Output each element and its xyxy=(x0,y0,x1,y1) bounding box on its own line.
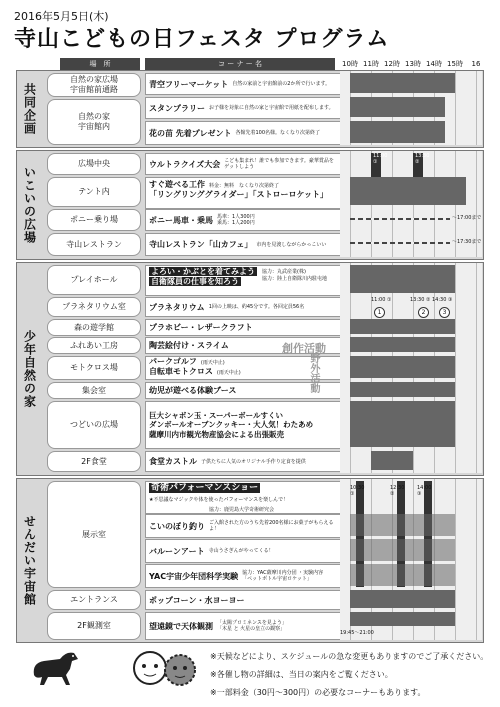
schedule-bar xyxy=(350,242,450,244)
schedule-bar xyxy=(350,97,445,117)
place-label: 寺山レストラン xyxy=(47,233,141,256)
time-note: 14:00 ③ xyxy=(417,485,432,497)
place-label: モトクロス場 xyxy=(47,356,141,380)
schedule-bar xyxy=(350,177,466,205)
event-pottery: 陶芸絵付け・スライム xyxy=(145,337,341,354)
event-restaurant: 寺山レストラン「山カフェ」 市内を見渡しながらかっこいい xyxy=(145,233,341,256)
hour-label: 11時 xyxy=(363,60,379,68)
place-label: プラネタリウム室 xyxy=(47,297,141,317)
event-balloon: バルーンアート 寺山うさぎんがやってくる！ xyxy=(145,539,341,563)
time-note: 13:30 ② xyxy=(415,153,430,165)
footer-note: ※各催し物の詳細は、当日の案内をご覧ください。 xyxy=(210,670,393,679)
event-toddler-booth: 幼児が遊べる体験ブース xyxy=(145,382,341,399)
watermark-creative: 創作活動 xyxy=(282,342,326,355)
event-craft: すぐ遊べる工作 料金：無料 なくなり次第終了 「リングリンググライダー」「ストローロケット」 xyxy=(145,177,341,209)
place-label: ふれあい工房 xyxy=(47,337,141,354)
event-ultra-quiz: ウルトラクイズ大会 こども集まれ！誰でも参加できます。豪華賞品をゲットしよう xyxy=(145,153,341,175)
place-label: 森の遊学館 xyxy=(47,319,141,336)
section-label: 共同企画 xyxy=(22,83,37,135)
event-pony: ポニー馬車・乗馬 馬車：1人300円 乗馬：1人200円 xyxy=(145,209,341,231)
show-marker: 1 xyxy=(374,307,385,318)
show-marker: 2 xyxy=(418,307,429,318)
event-popcorn: ポップコーン・水ヨーヨー xyxy=(145,590,341,610)
schedule-bar xyxy=(350,539,455,561)
event-magic-show: 奇術パフォーマンスショー ★不思議なマジックや体を使ったパフォーマンスを楽しんで！ 協力：鹿児島大学奇術研究会 xyxy=(145,481,341,514)
time-note: 11:00 ① xyxy=(371,297,392,303)
schedule-bar xyxy=(350,73,455,93)
place-label: 2F観測室 xyxy=(47,612,141,640)
time-note: ～17:30まで xyxy=(452,239,482,245)
schedule-bar xyxy=(371,451,413,470)
hour-label: 16 xyxy=(471,60,481,68)
event-flea-market: 青空フリーマーケット 自然の家前と宇宙館前の2か所で行います。 xyxy=(145,73,341,95)
event-note: 協力：丸武産業(株) 協力：陸上自衛隊川内駐屯地 xyxy=(262,269,328,282)
event-koinobori: こいのぼり釣り ご入館された方のうち先着200名様にお菓子がもらえるよ！ xyxy=(145,514,341,538)
hour-label: 14時 xyxy=(426,60,442,68)
schedule-bar xyxy=(350,514,455,536)
place-label: 広場中央 xyxy=(47,153,141,175)
schedule-bar xyxy=(350,121,445,143)
section-label: せんだい宇宙館 xyxy=(22,515,37,606)
hour-header xyxy=(340,58,482,70)
header-place: 場 所 xyxy=(60,58,140,70)
page-title: 寺山こどもの日フェスタ プログラム xyxy=(14,27,390,52)
horse-mascot-icon xyxy=(26,645,86,690)
event-flower-gift: 花の苗 先着プレゼント 各館先着100名様。なくなり次第終了 xyxy=(145,121,341,145)
event-planetarium: プラネタリウム 1回の上映は、約45分です。各回定員56名 xyxy=(145,297,341,317)
section-label: 少年自然の家 xyxy=(22,330,37,408)
schedule-bar xyxy=(350,218,450,220)
schedule-bar xyxy=(350,590,455,608)
time-note: 14:30 ③ xyxy=(432,297,453,303)
place-label: 2F食堂 xyxy=(47,451,141,472)
time-note: 11:00 ① xyxy=(373,153,388,165)
time-note: ～17:00まで xyxy=(452,215,482,221)
event-armor: よろい・かぶとを着てみよう 自衛隊員の仕事を知ろう xyxy=(145,265,341,296)
schedule-bar xyxy=(350,612,455,626)
schedule-bar xyxy=(350,265,455,293)
hour-label: 15時 xyxy=(447,60,463,68)
place-label: 自然の家広場 宇宙館前通路 xyxy=(47,73,141,97)
schedule-bar xyxy=(350,401,455,447)
place-label: 展示室 xyxy=(47,481,141,588)
footer-note: ※一部料金（30円～300円）の必要なコーナーもあります。 xyxy=(210,688,426,697)
schedule-bar xyxy=(350,337,455,352)
header-corner: コ ー ナ ー 名 xyxy=(145,58,335,70)
timeline-ikoi xyxy=(340,151,482,257)
time-note: 13:30 ② xyxy=(410,297,431,303)
timeline-kyodo xyxy=(340,71,482,145)
hour-label: 13時 xyxy=(405,60,421,68)
event-park-golf: パークゴルフ (雨天中止) 自転車モトクロス (雨天中止) xyxy=(145,356,341,380)
place-label: ポニー乗り場 xyxy=(47,209,141,231)
show-marker: 3 xyxy=(439,307,450,318)
place-label: 自然の家 宇宙館内 xyxy=(47,99,141,145)
schedule-bar xyxy=(350,356,455,378)
time-note: 10:30 ① xyxy=(350,485,365,497)
time-note: 19:45～21:00 xyxy=(340,630,374,636)
timeline-sendai xyxy=(340,479,482,640)
event-yac: YAC宇宙少年団科学実験 協力：YAC薩摩川内分団 ・実験内容 「ペットボトル宇宙ロケット」 xyxy=(145,564,341,588)
hour-label: 12時 xyxy=(384,60,400,68)
place-label: つどいの広場 xyxy=(47,401,141,449)
footer-note: ※天候などにより、スケジュールの急な変更もありますのでご了承ください。 xyxy=(210,652,489,661)
event-bubbles: 巨大シャボン玉・スーパーボールすくい ダンボールオーブンクッキー・大人気！わたあめ 薩摩川内市観光物産協会による出張販売 xyxy=(145,401,341,449)
schedule-bar xyxy=(350,564,455,586)
schedule-bar xyxy=(350,319,455,334)
place-label: プレイホール xyxy=(47,265,141,295)
time-note: 12:30 ② xyxy=(390,485,405,497)
timeline-shonen xyxy=(340,263,482,473)
event-telescope: 望遠鏡で天体観測 「太陽プロミネンスを見よう」 「木星 と 火星の皇立の観察」 xyxy=(145,612,341,640)
place-label: エントランス xyxy=(47,590,141,610)
footer-notes xyxy=(210,648,488,702)
schedule-bar xyxy=(350,382,455,397)
event-craft-leather: プラホビー・レザークラフト xyxy=(145,319,341,336)
watermark-outdoor: 野外活動 xyxy=(308,353,319,393)
characters-mascot-icon xyxy=(130,646,200,694)
place-label: テント内 xyxy=(47,177,141,207)
section-label: いこいの広場 xyxy=(22,166,37,244)
event-cafeteria: 食堂カストル 子供たちに人気のオリジナル手作り定食を提供 xyxy=(145,451,341,472)
hour-label: 10時 xyxy=(342,60,358,68)
event-date: 2016年5月5日(木) xyxy=(14,10,109,23)
event-stamp-rally: スタンプラリー お子様を対象に自然の家と宇宙館で用紙を配布します。 xyxy=(145,97,341,119)
place-label: 集会室 xyxy=(47,382,141,399)
